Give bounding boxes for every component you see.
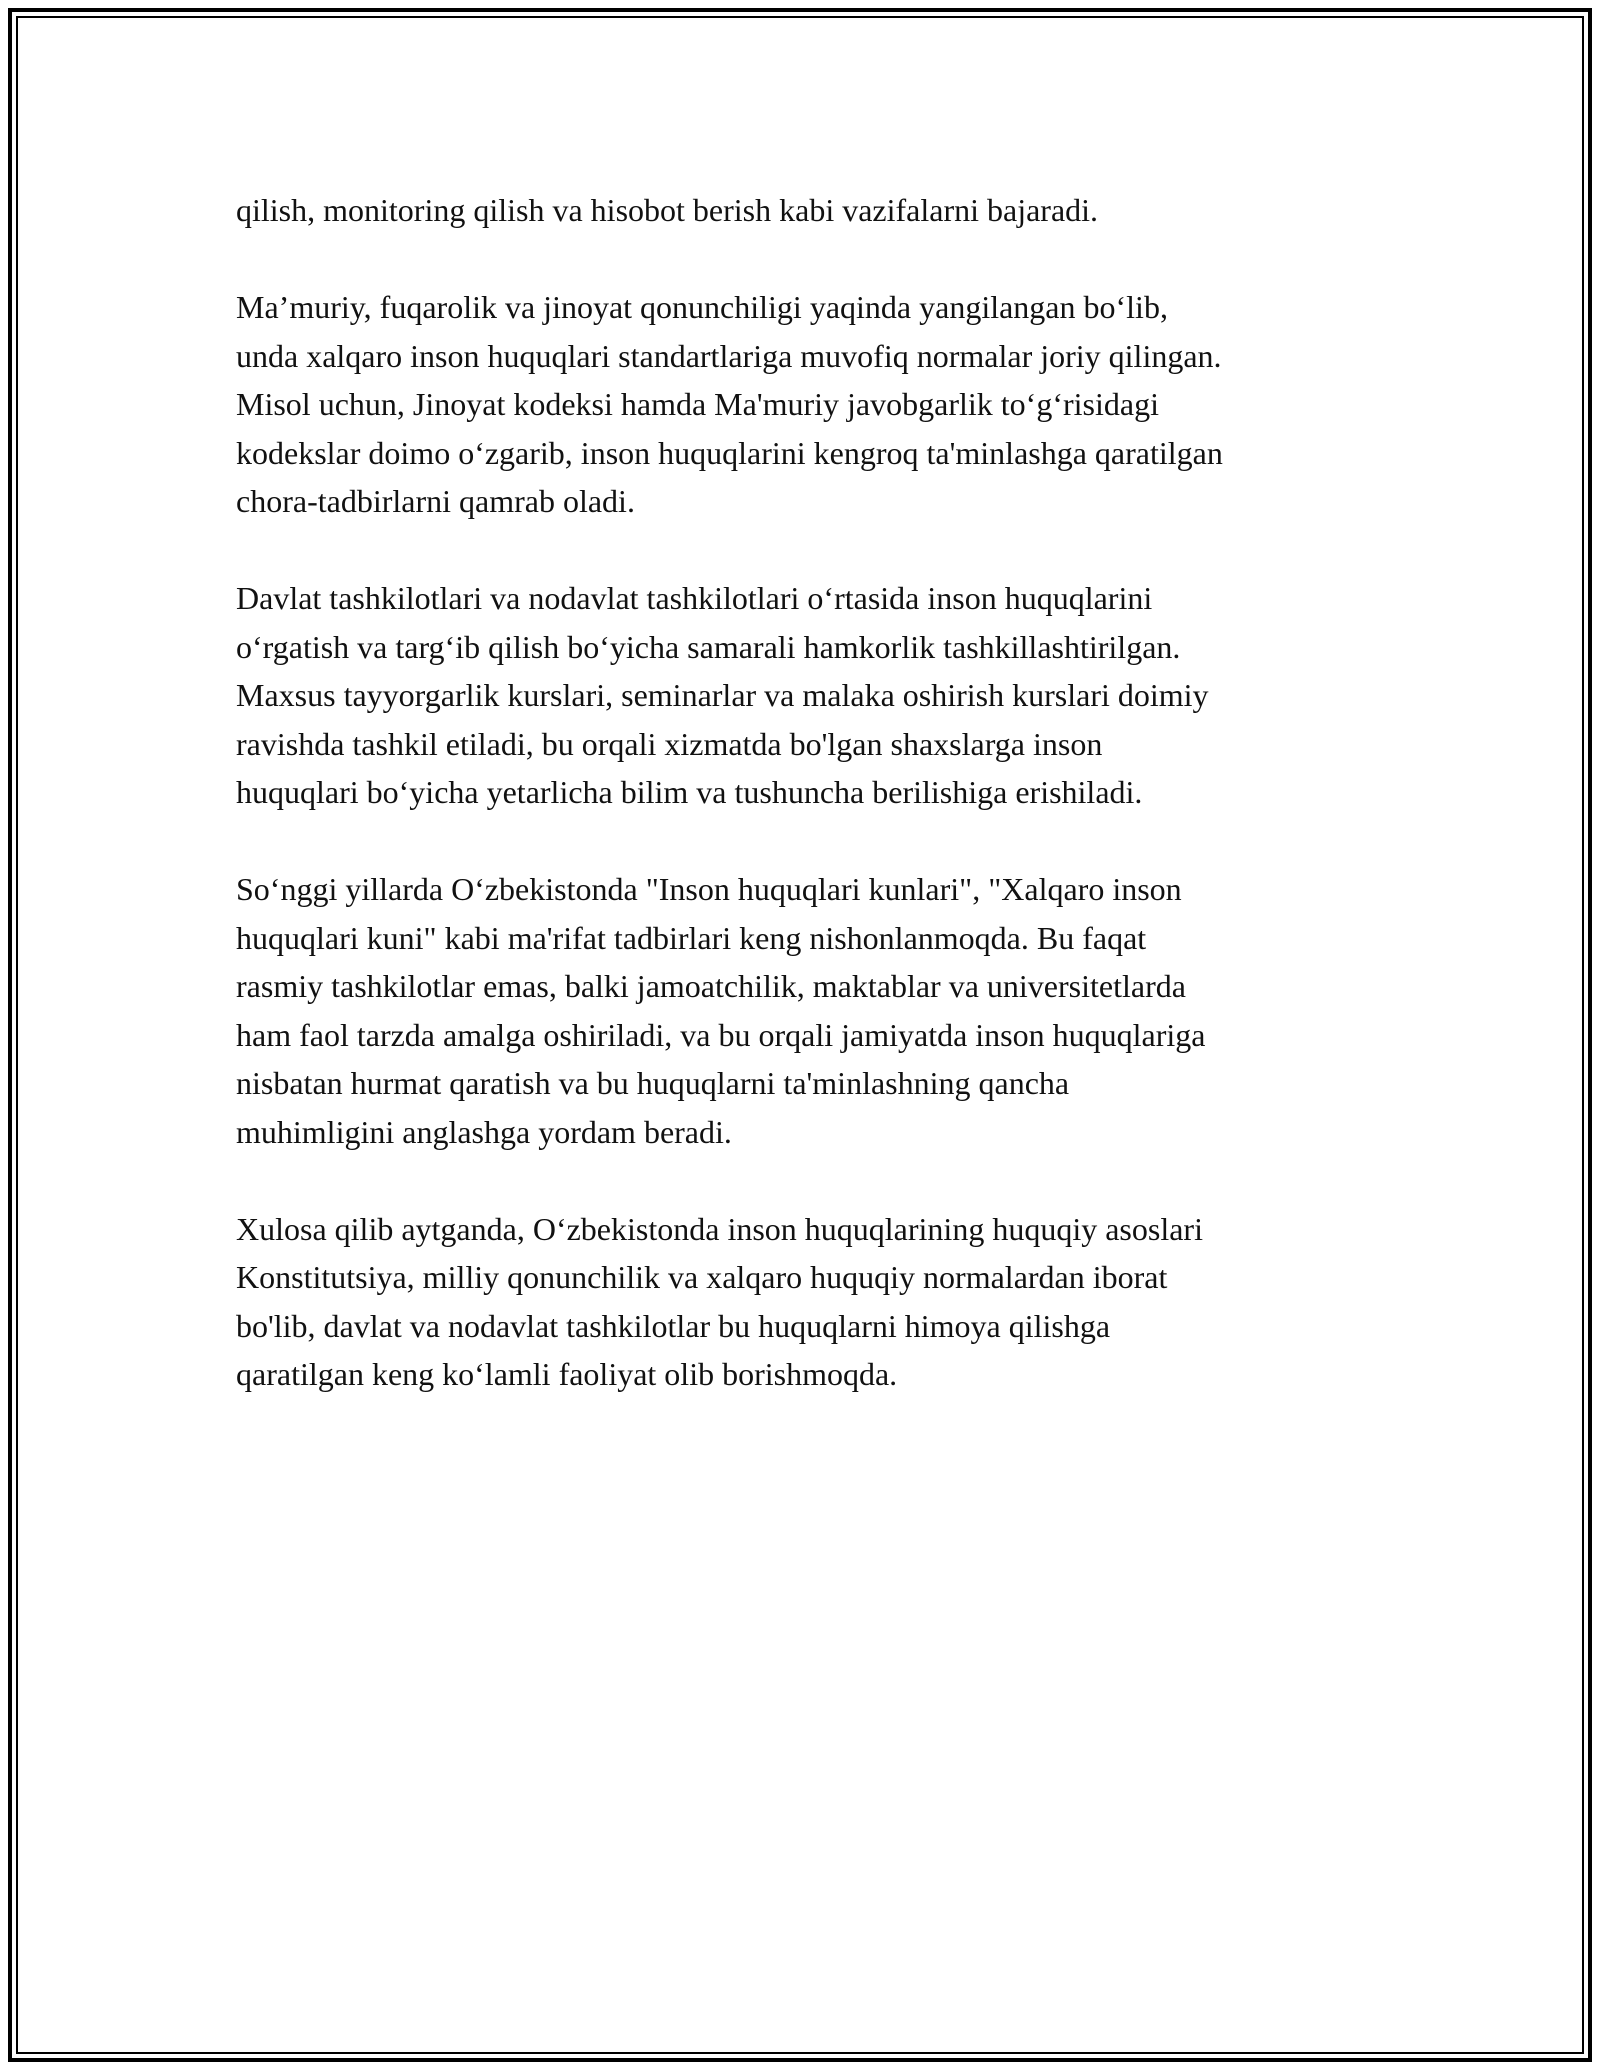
text-line: rasmiy tashkilotlar emas, balki jamoatchilik, maktablar va universitetlarda	[236, 968, 1186, 1004]
text-line: Xulosa qilib aytganda, O‘zbekistonda inson huquqlarining huquqiy asoslari	[236, 1210, 1203, 1247]
paragraph-2	[236, 283, 1416, 526]
paragraph-4	[236, 865, 1416, 1156]
text-line: kodekslar doimo o‘zgarib, inson huquqlarini kengroq ta'minlashga qaratilgan	[236, 434, 1223, 471]
text-line: huquqlari bo‘yicha yetarlicha bilim va tushuncha berilishiga erishiladi.	[236, 774, 1143, 810]
text-line: Ma’muriy, fuqarolik va jinoyat qonunchiligi yaqinda yangilangan bo‘lib,	[236, 289, 1168, 325]
text-line: ham faol tarzda amalga oshiriladi, va bu orqali jamiyatda inson huquqlariga	[236, 1016, 1206, 1053]
text-line: qilish, monitoring qilish va hisobot berish kabi vazifalarni bajaradi.	[236, 192, 1099, 228]
text-line: Misol uchun, Jinoyat kodeksi hamda Ma'muriy javobgarlik to‘g‘risidagi	[236, 386, 1159, 422]
paragraph-1	[236, 186, 1416, 235]
text-line: qaratilgan keng ko‘lamli faoliyat olib borishmoqda.	[236, 1356, 898, 1392]
paragraph-3	[236, 574, 1416, 817]
text-line: unda xalqaro inson huquqlari standartlariga muvofiq normalar joriy qilingan.	[236, 337, 1222, 374]
text-line: muhimligini anglashga yordam beradi.	[236, 1113, 732, 1150]
text-line: Konstitutsiya, milliy qonunchilik va xalqaro huquqiy normalardan iborat	[236, 1259, 1168, 1295]
text-line: Maxsus tayyorgarlik kurslari, seminarlar va malaka oshirish kurslari doimiy	[236, 677, 1209, 713]
paragraph-5	[236, 1205, 1416, 1399]
text-line: Davlat tashkilotlari va nodavlat tashkilotlari o‘rtasida inson huquqlarini	[236, 580, 1153, 616]
text-line: huquqlari kuni" kabi ma'rifat tadbirlari keng nishonlanmoqda. Bu faqat	[236, 919, 1147, 956]
text-line: chora-tadbirlarni qamrab oladi.	[236, 483, 635, 519]
document-body	[236, 186, 1416, 1447]
text-line: nisbatan hurmat qaratish va bu huquqlarni ta'minlashning qancha	[236, 1065, 1070, 1101]
text-line: o‘rgatish va targ‘ib qilish bo‘yicha samarali hamkorlik tashkillashtirilgan.	[236, 628, 1181, 665]
text-line: So‘nggi yillarda O‘zbekistonda "Inson huquqlari kunlari", "Xalqaro inson	[236, 871, 1182, 907]
text-line: bo'lib, davlat va nodavlat tashkilotlar bu huquqlarni himoya qilishga	[236, 1307, 1111, 1344]
text-line: ravishda tashkil etiladi, bu orqali xizmatda bo'lgan shaxslarga inson	[236, 725, 1103, 762]
